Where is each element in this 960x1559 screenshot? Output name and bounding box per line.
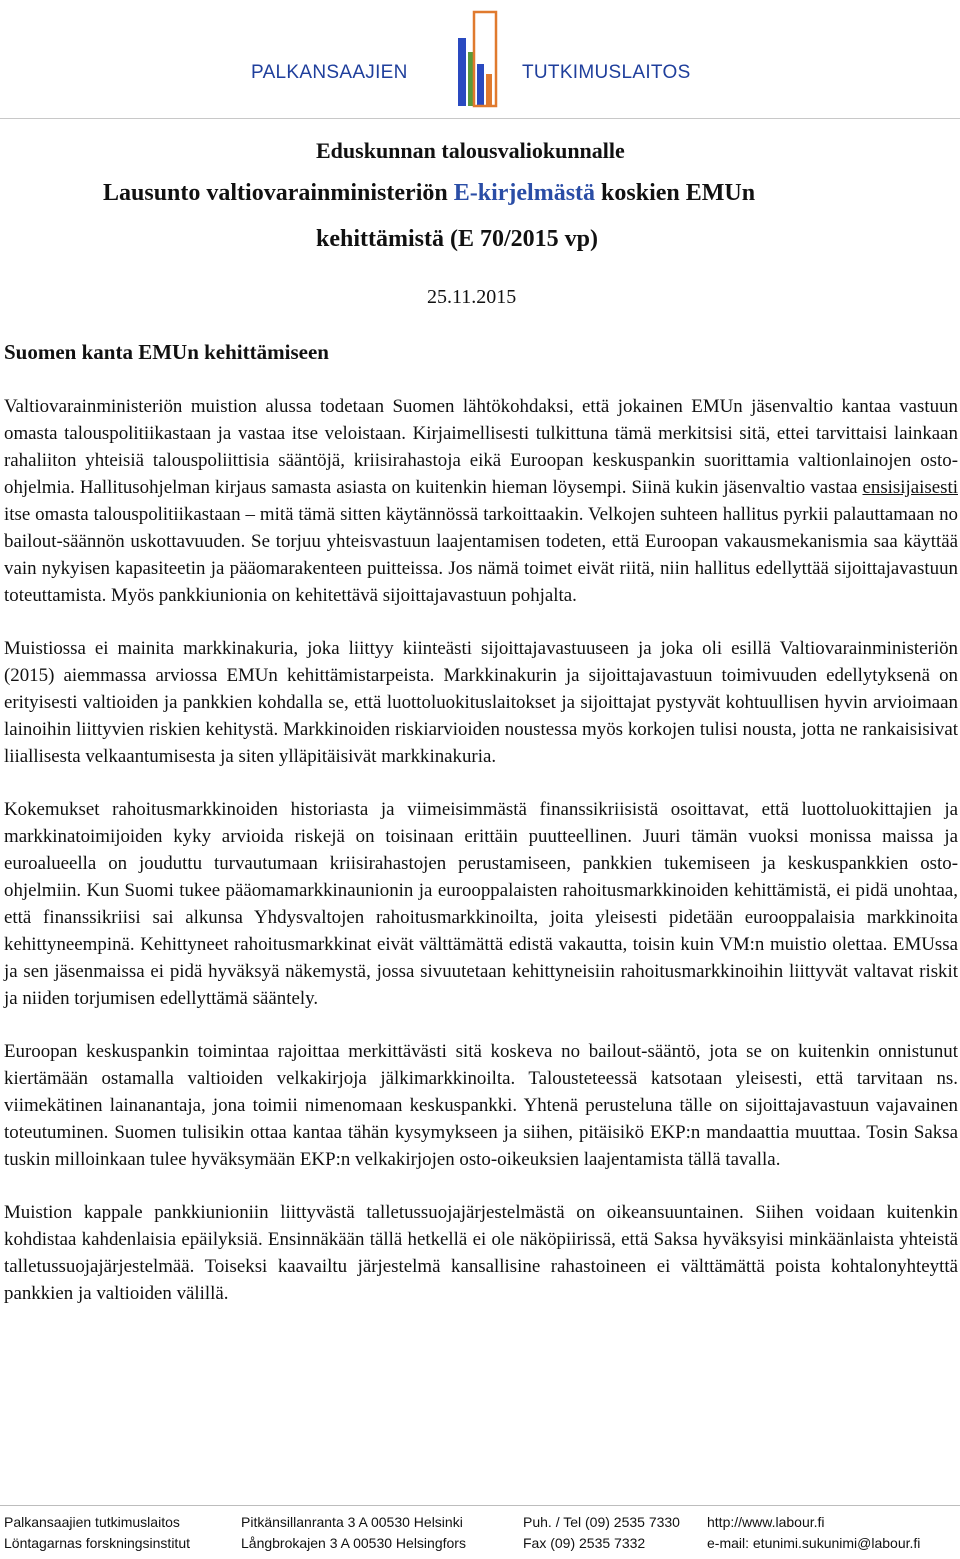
- footer-address: Pitkänsillanranta 3 A 00530 Helsinki: [241, 1514, 463, 1530]
- section-heading: Suomen kanta EMUn kehittämiseen: [4, 340, 329, 364]
- header-divider: [0, 118, 960, 119]
- underlined-emphasis: ensisijaisesti: [862, 477, 958, 498]
- title-text: Lausunto valtiovarainministeriön: [103, 180, 454, 206]
- footer-fax: Fax (09) 2535 7332: [523, 1535, 646, 1551]
- footer-row-swedish: [0, 1533, 960, 1554]
- labour-institute-logo-icon: [452, 8, 502, 108]
- letterhead: [0, 0, 960, 120]
- footer-website-link[interactable]: http://www.labour.fi: [707, 1514, 825, 1530]
- paragraph-5: Muistion kappale pankkiunioniin liittyvästä talletussuojajärjestelmästä on oikeansuuntainen. Siihen voidaan kuitenkin kohdistaa kahdenlaisia epäilyksiä. Ensinnäkään tällä hetkellä ei ole näköpiirissä, että Saksa hyväksyisi minkäänlaista yhteistä talletussuojajärjestelmää. Toiseksi kaavailtu järjestelmä kansallisine rahastoineen ei välttämättä poista kohtalonyhteyttä pankkien ja valtioiden välillä.: [4, 1202, 958, 1304]
- addressee: Eduskunnan talousvaliokunnalle: [316, 138, 625, 163]
- document-date: 25.11.2015: [427, 286, 517, 308]
- e-letter-link[interactable]: E-kirjelmästä: [453, 180, 596, 206]
- footer-org-name: Palkansaajien tutkimuslaitos: [4, 1514, 180, 1530]
- org-name-left: PALKANSAAJIEN: [251, 62, 408, 83]
- document-title-line1: [103, 180, 755, 207]
- footer: [0, 1512, 960, 1554]
- footer-org-name-sv: Löntagarnas forskningsinstitut: [4, 1535, 190, 1551]
- title-text-tail: koskien EMUn: [595, 180, 756, 206]
- footer-address-sv: Långbrokajen 3 A 00530 Helsingfors: [241, 1535, 466, 1551]
- footer-email-link[interactable]: e-mail: etunimi.sukunimi@labour.fi: [707, 1535, 921, 1551]
- paragraph-3: Kokemukset rahoitusmarkkinoiden historiasta ja viimeisimmästä finanssikriisistä osoittavat, että luottoluokittajien ja markkinatoimijoiden kyky arvioida riskejä on toisinaan erittäin puutteellinen. Juuri tämän vuoksi monissa maissa ja euroalueella on jouduttu turvautumaan kriisirahastojen perustamiseen, pankkien tukemiseen ja keskuspankkien osto-ohjelmiin. Kun Suomi tukee pääomamarkkinaunionin ja eurooppalaisten rahoitusmarkkinoiden kehittämistä, ei pidä unohtaa, että finanssikriisi sai alkunsa Yhdysvaltojen rahoitusmarkkinoilta, joita yleisesti pidetään eurooppalaisia markkinoita kehittyneempinä. Kehittyneet rahoitusmarkkinat eivät välttämättä edistä vakautta, toisin kuin VM:n muistio olettaa. EMUssa ja sen jäsenmaissa ei pidä hyväksyä näkemystä, jossa sivuutetaan kehittyneisiin rahoitusmarkkinoihin liittyvät valtavat riskit ja niiden torjumisen edellyttämä sääntely.: [4, 799, 958, 1009]
- paragraph-1: [4, 393, 958, 609]
- paragraph-4: Euroopan keskuspankin toimintaa rajoittaa merkittävästi sitä koskeva no bailout-sääntö, jota se on kuitenkin onnistunut kiertämään ostamalla valtioiden velkakirjoja jälkimarkkinoilta. Talousteteessä katsotaan yleisesti, että tarvitaan ns. viimekätinen lainanantaja, jona toimii nimenomaan keskuspankki. Yhtenä perusteluna tälle on sijoittajavastuun vajavainen toteutuminen. Suomen tulisikin ottaa kantaa tähän kysymykseen ja siihen, pitäisikö EKP:n mandaattia muuttaa. Tosin Saksa tuskin milloinkaan tulee hyväksymään EKP:n velkakirjojen osto-oikeuksien laajentamista tällä tavalla.: [4, 1041, 958, 1170]
- document-title-line2: kehittämistä (E 70/2015 vp): [316, 226, 598, 252]
- document-body: [4, 393, 958, 1307]
- paragraph-1-text: Valtiovarainministeriön muistion alussa todetaan Suomen lähtökohdaksi, että jokainen EMUn jäsenvaltio kantaa vastuun omasta talouspolitiikastaan ja vastaa itse veloistaan. Kirjaimellisesti tulkittuna tämä merkitsisi sitä, ettei tarvittaisi lainkaan rahaliiton yhteisiä talouspoliittisia sääntöjä, kriisirahastoja eikä Euroopan keskuspankin suorittamia valtionlainojen osto-ohjelmia. Hallitusohjelman kirjaus samasta asiasta on kuitenkin hieman löysempi. Siinä kukin jäsenvaltio vastaa: [4, 396, 958, 498]
- paragraph-2: Muistiossa ei mainita markkinakuria, joka liittyy kiinteästi sijoittajavastuuseen ja joka oli esillä Valtiovarainministeriön (2015) aiemmassa arviossa EMUn kehittämistarpeista. Markkinakurin ja sijoittajavastuun toimivuuden edellytyksenä on erityisesti valtioiden ja pankkien kohdalla se, että luottoluokituslaitokset ja sijoittajat pystyvät kohtuullisen hyvin arvioimaan lainoihin liittyvien riskien kehitystä. Markkinoiden riskiarvioiden noustessa myös korkojen tulisi nousta, jotta ne rankaisisivat liiallisesta velkaantumisesta ja siten ylläpitäisivät markkinakuria.: [4, 638, 958, 767]
- footer-phone: Puh. / Tel (09) 2535 7330: [523, 1514, 680, 1530]
- footer-row-finnish: [0, 1512, 960, 1533]
- footer-divider: [0, 1505, 960, 1506]
- org-name-right: TUTKIMUSLAITOS: [522, 62, 691, 83]
- paragraph-1-text-cont: itse omasta talouspolitiikastaan – mitä tämä sitten käytännössä tarkoittaakin. Velkojen suhteen hallitus pyrkii palauttamaan no bailout-säännön uskottavuuden. Se torjuu yhteisvastuun laajentamisen todeten, että Euroopan vakausmekanismia saa käyttää vain nykyisen kapasiteetin ja pääomarakenteen puitteissa. Jos nämä toimet eivät riitä, niin hallitus edellyttää sijoittajavastuun toteuttamista. Myös pankkiunionia on kehitettävä sijoittajavastuun pohjalta.: [4, 504, 958, 606]
